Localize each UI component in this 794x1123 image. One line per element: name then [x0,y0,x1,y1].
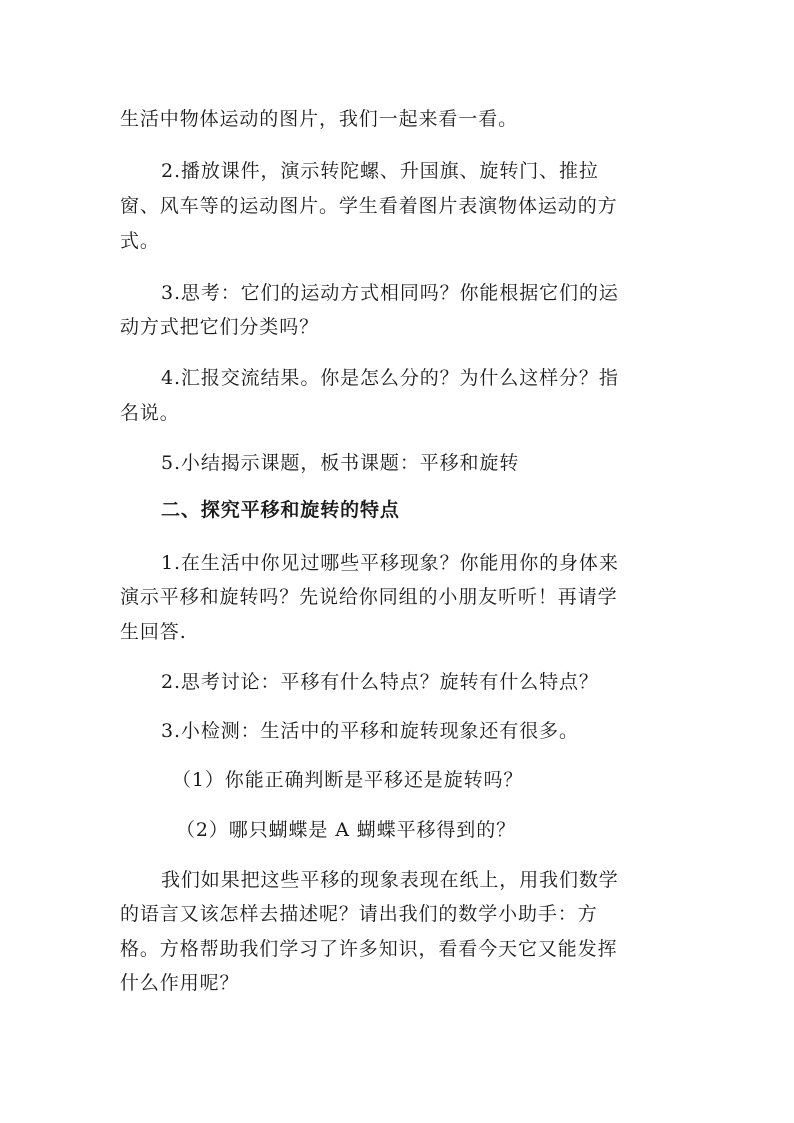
paragraph-line: 动方式把它们分类吗？ [120,316,320,338]
paragraph-line: 什么作用呢？ [120,972,240,994]
paragraph-line: 的语言又该怎样去描述呢？请出我们的数学小助手：方 [120,903,598,925]
paragraph-line: 演示平移和旋转吗？先说给你同组的小朋友听听！再请学 [120,586,618,608]
paragraph-line: 5.小结揭示课题，板书课题：平移和旋转 [161,452,520,474]
paragraph-line: 格。方格帮助我们学习了许多知识，看看今天它又能发挥 [120,938,618,960]
paragraph-line: 1.在生活中你见过哪些平移现象？你能用你的身体来 [161,552,619,574]
paragraph-line: 2.播放课件，演示转陀螺、升国旗、旋转门、推拉 [161,160,599,182]
section-heading: 二、探究平移和旋转的特点 [161,499,400,521]
sub-question: （1）你能正确判断是平移还是旋转吗？ [172,769,524,791]
paragraph-line: 式。 [120,230,160,252]
paragraph-line: 窗、风车等的运动图片。学生看着图片表演物体运动的方 [120,195,618,217]
sub-question: （2）哪只蝴蝶是 A 蝴蝶平移得到的？ [176,819,516,841]
paragraph-line: 生活中物体运动的图片，我们一起来看一看。 [120,108,519,130]
paragraph-line: 2.思考讨论：平移有什么特点？旋转有什么特点？ [161,671,599,693]
paragraph-line: 3.小检测：生活中的平移和旋转现象还有很多。 [161,720,579,742]
paragraph-line: 3.思考：它们的运动方式相同吗？你能根据它们的运 [161,282,619,304]
paragraph-line: 名说。 [120,402,180,424]
paragraph-line: 生回答. [120,621,187,643]
paragraph-line: 我们如果把这些平移的现象表现在纸上，用我们数学 [161,869,619,891]
paragraph-line: 4.汇报交流结果。你是怎么分的？为什么这样分？指 [161,367,619,389]
